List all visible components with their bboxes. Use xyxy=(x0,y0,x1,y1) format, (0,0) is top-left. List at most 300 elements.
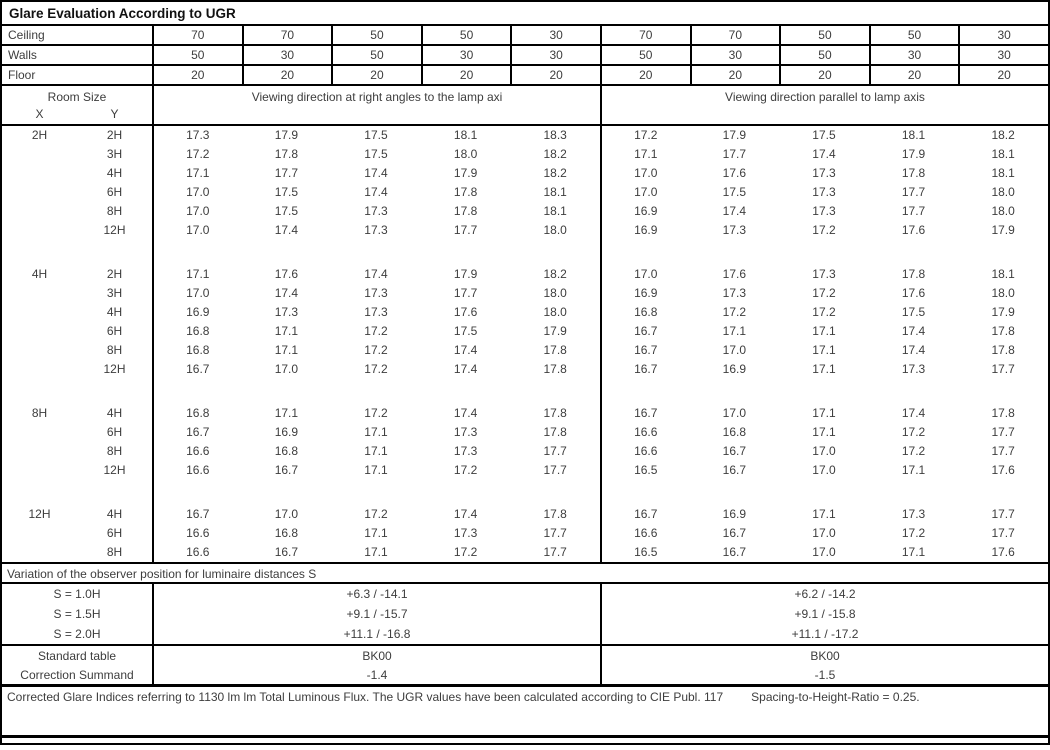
ugr-value: 16.5 xyxy=(600,543,690,562)
room-size-y: 4H xyxy=(106,507,123,521)
ugr-value xyxy=(600,379,690,404)
summary-row-left-value: -1.4 xyxy=(152,665,600,685)
ugr-value xyxy=(690,480,780,505)
room-size-y: 12H xyxy=(103,223,126,237)
surface-value: 50 xyxy=(331,26,421,44)
page-title: Glare Evaluation According to UGR xyxy=(2,2,1048,26)
surface-label: Ceiling xyxy=(8,28,45,42)
room-size-x: 12H xyxy=(28,507,51,521)
ugr-value: 17.4 xyxy=(901,406,926,420)
surface-value: 20 xyxy=(421,66,511,84)
x-column-label: X xyxy=(35,107,44,121)
ugr-value xyxy=(421,379,511,404)
ugr-value: 17.2 xyxy=(453,545,478,559)
ugr-value: 17.1 xyxy=(901,545,926,559)
footnote-text: Corrected Glare Indices referring to 1130 lm lm Total Luminous Flux. The UGR values have been calculated according to CIE Publ. 117 xyxy=(7,690,724,704)
ugr-value xyxy=(600,240,690,265)
ugr-value: 16.7 xyxy=(152,505,242,524)
ugr-value: 17.2 xyxy=(364,343,388,357)
ugr-value: 18.0 xyxy=(991,204,1015,218)
variation-row xyxy=(2,584,1048,604)
ugr-value xyxy=(600,480,690,505)
ugr-value: 16.6 xyxy=(600,524,690,543)
xy-labels xyxy=(2,106,152,122)
ugr-value: 17.0 xyxy=(600,164,690,183)
ugr-value: 17.7 xyxy=(543,545,567,559)
ugr-value: 18.1 xyxy=(991,267,1015,281)
ugr-value: 17.2 xyxy=(364,406,388,420)
ugr-value: 17.7 xyxy=(453,286,478,300)
ugr-value: 17.5 xyxy=(812,128,836,142)
ugr-values-grid xyxy=(2,126,1048,564)
room-size-y: 2H xyxy=(106,128,123,142)
ugr-value: 17.3 xyxy=(274,305,299,319)
ugr-value: 17.5 xyxy=(901,305,926,319)
summary-row-left-value: BK00 xyxy=(152,646,600,666)
surface-value: 20 xyxy=(958,66,1048,84)
ugr-value: 17.9 xyxy=(274,128,299,142)
ugr-value: 17.0 xyxy=(274,362,299,376)
ugr-value: 17.3 xyxy=(453,444,478,458)
ugr-value: 17.8 xyxy=(991,343,1015,357)
room-size-x: 2H xyxy=(31,128,48,142)
ugr-value: 17.5 xyxy=(453,324,478,338)
room-size-label: Room Size xyxy=(47,90,107,104)
room-size-x xyxy=(2,303,77,322)
ugr-value: 17.7 xyxy=(991,507,1015,521)
room-size-y: 3H xyxy=(106,286,123,300)
variation-row-right-value: +6.2 / -14.2 xyxy=(600,584,1048,604)
ugr-value: 17.4 xyxy=(812,147,836,161)
room-size-y: 4H xyxy=(106,305,123,319)
room-size-y: 8H xyxy=(106,444,123,458)
room-size-x xyxy=(2,240,77,265)
block-gap-row xyxy=(2,379,1048,404)
summary-row-label: Correction Summand xyxy=(20,668,134,682)
ugr-value: 17.7 xyxy=(543,444,567,458)
room-size-y: 8H xyxy=(106,343,123,357)
table-row xyxy=(2,303,1048,322)
ugr-value: 16.6 xyxy=(152,461,242,480)
surface-label: Walls xyxy=(8,48,37,62)
ugr-value: 17.3 xyxy=(901,362,926,376)
room-size-x xyxy=(2,221,77,240)
ugr-value: 18.0 xyxy=(543,223,567,237)
ugr-value xyxy=(242,480,332,505)
table-row xyxy=(2,284,1048,303)
ugr-value: 17.4 xyxy=(722,204,747,218)
surface-value: 30 xyxy=(958,46,1048,64)
ugr-value: 17.0 xyxy=(812,463,836,477)
table-row xyxy=(2,341,1048,360)
ugr-value xyxy=(690,379,780,404)
table-row xyxy=(2,442,1048,461)
variation-row-left-value: +9.1 / -15.7 xyxy=(152,604,600,624)
ugr-value: 16.6 xyxy=(152,524,242,543)
room-size-x xyxy=(2,379,77,404)
table-row xyxy=(2,360,1048,379)
variation-row xyxy=(2,604,1048,624)
ugr-value: 16.7 xyxy=(600,360,690,379)
ugr-value: 17.5 xyxy=(274,185,299,199)
surface-value: 30 xyxy=(510,26,600,44)
surface-value: 20 xyxy=(690,66,780,84)
ugr-value: 17.0 xyxy=(152,202,242,221)
variation-row-label: S = 1.0H xyxy=(53,587,101,601)
ugr-value: 17.2 xyxy=(901,425,926,439)
ugr-value: 17.0 xyxy=(812,444,836,458)
room-size-y xyxy=(77,480,152,505)
viewing-direction-right-angles-header: Viewing direction at right angles to the lamp axi xyxy=(152,86,600,124)
block-gap-row xyxy=(2,480,1048,505)
ugr-value xyxy=(331,480,421,505)
surface-value: 50 xyxy=(600,46,690,64)
ugr-value: 17.8 xyxy=(274,147,299,161)
ugr-value: 16.8 xyxy=(152,404,242,423)
ugr-value: 17.3 xyxy=(901,507,926,521)
ugr-value: 16.7 xyxy=(722,444,747,458)
summary-row-label: Standard table xyxy=(37,649,117,663)
ugr-value: 17.2 xyxy=(812,223,836,237)
surface-row xyxy=(2,66,1048,86)
room-size-x xyxy=(2,145,77,164)
ugr-value: 16.9 xyxy=(274,425,299,439)
surface-value: 30 xyxy=(958,26,1048,44)
surface-value: 20 xyxy=(331,66,421,84)
variation-row xyxy=(2,624,1048,644)
ugr-value: 16.7 xyxy=(600,341,690,360)
surface-value: 20 xyxy=(779,66,869,84)
room-size-y: 6H xyxy=(106,526,123,540)
room-size-x: 8H xyxy=(31,406,48,420)
ugr-value: 17.1 xyxy=(812,425,836,439)
ugr-value: 17.7 xyxy=(991,362,1015,376)
ugr-value: 17.3 xyxy=(364,286,388,300)
ugr-value: 16.7 xyxy=(600,322,690,341)
ugr-value: 17.2 xyxy=(364,362,388,376)
ugr-value: 17.6 xyxy=(991,463,1015,477)
ugr-value: 17.9 xyxy=(991,223,1015,237)
ugr-value xyxy=(242,379,332,404)
room-size-x xyxy=(2,480,77,505)
table-row xyxy=(2,524,1048,543)
ugr-value xyxy=(152,379,242,404)
surface-value: 50 xyxy=(779,26,869,44)
ugr-value: 17.8 xyxy=(991,324,1015,338)
standard-table-block xyxy=(2,646,1048,687)
ugr-value xyxy=(510,240,600,265)
ugr-value: 17.9 xyxy=(453,267,478,281)
ugr-value xyxy=(958,480,1048,505)
ugr-value: 17.4 xyxy=(901,343,926,357)
room-size-y: 2H xyxy=(106,267,123,281)
surface-value: 70 xyxy=(690,26,780,44)
ugr-value: 17.0 xyxy=(722,343,747,357)
room-size-x xyxy=(2,183,77,202)
surface-value: 20 xyxy=(152,66,242,84)
ugr-value: 17.1 xyxy=(364,444,388,458)
table-row xyxy=(2,221,1048,240)
ugr-value: 17.7 xyxy=(543,526,567,540)
ugr-value xyxy=(779,379,869,404)
ugr-value: 17.4 xyxy=(453,507,478,521)
ugr-value: 17.3 xyxy=(812,166,836,180)
surface-value: 50 xyxy=(152,46,242,64)
ugr-value: 18.0 xyxy=(453,147,478,161)
ugr-value: 17.1 xyxy=(722,324,747,338)
ugr-value: 16.9 xyxy=(722,362,747,376)
ugr-value: 18.2 xyxy=(543,166,567,180)
room-size-x xyxy=(2,360,77,379)
surface-value: 30 xyxy=(510,46,600,64)
ugr-value: 16.6 xyxy=(600,423,690,442)
ugr-value: 17.2 xyxy=(812,305,836,319)
ugr-value: 18.1 xyxy=(543,204,567,218)
ugr-value: 17.1 xyxy=(901,463,926,477)
summary-row-right-value: BK00 xyxy=(600,646,1048,666)
surface-value: 50 xyxy=(421,26,511,44)
ugr-value: 17.8 xyxy=(453,204,478,218)
table-row xyxy=(2,461,1048,480)
ugr-value: 17.6 xyxy=(991,545,1015,559)
ugr-value: 17.9 xyxy=(722,128,747,142)
ugr-value: 17.4 xyxy=(453,362,478,376)
ugr-value: 17.6 xyxy=(274,267,299,281)
ugr-value xyxy=(510,480,600,505)
ugr-value: 17.3 xyxy=(812,204,836,218)
ugr-value: 17.9 xyxy=(901,147,926,161)
variation-heading: Variation of the observer position for luminaire distances S xyxy=(2,564,1048,584)
ugr-value: 17.1 xyxy=(274,406,299,420)
ugr-value: 17.0 xyxy=(812,545,836,559)
ugr-value: 17.4 xyxy=(364,267,388,281)
surface-value: 70 xyxy=(600,26,690,44)
table-row xyxy=(2,265,1048,284)
table-row xyxy=(2,505,1048,524)
room-size-x xyxy=(2,524,77,543)
ugr-value: 17.1 xyxy=(812,507,836,521)
surface-row xyxy=(2,26,1048,46)
table-row xyxy=(2,423,1048,442)
ugr-value: 17.5 xyxy=(364,147,388,161)
ugr-value: 16.8 xyxy=(274,444,299,458)
ugr-value: 17.4 xyxy=(274,223,299,237)
ugr-value xyxy=(779,240,869,265)
ugr-value: 17.2 xyxy=(364,324,388,338)
variation-row-right-value: +9.1 / -15.8 xyxy=(600,604,1048,624)
ugr-value: 17.8 xyxy=(543,425,567,439)
surface-value: 50 xyxy=(331,46,421,64)
ugr-value: 16.7 xyxy=(722,526,747,540)
ugr-value: 16.7 xyxy=(152,360,242,379)
room-size-x xyxy=(2,423,77,442)
ugr-value: 18.2 xyxy=(543,267,567,281)
ugr-value: 17.7 xyxy=(991,526,1015,540)
ugr-value: 17.7 xyxy=(453,223,478,237)
ugr-value: 17.4 xyxy=(901,324,926,338)
room-size-y: 6H xyxy=(106,425,123,439)
ugr-value: 18.2 xyxy=(991,128,1015,142)
room-size-y: 6H xyxy=(106,324,123,338)
ugr-value: 16.9 xyxy=(600,221,690,240)
ugr-value: 18.0 xyxy=(991,185,1015,199)
room-size-x: 4H xyxy=(31,267,48,281)
room-size-y xyxy=(77,240,152,265)
room-size-y: 4H xyxy=(106,166,123,180)
ugr-value: 17.8 xyxy=(543,406,567,420)
surface-value: 20 xyxy=(869,66,959,84)
ugr-value xyxy=(869,379,959,404)
ugr-value: 18.0 xyxy=(991,286,1015,300)
room-size-y xyxy=(77,379,152,404)
room-size-x xyxy=(2,322,77,341)
surface-value: 50 xyxy=(779,46,869,64)
ugr-value: 17.0 xyxy=(600,183,690,202)
room-size-x xyxy=(2,543,77,562)
ugr-value: 17.1 xyxy=(812,406,836,420)
ugr-value: 17.8 xyxy=(543,343,567,357)
room-size-y: 12H xyxy=(103,362,126,376)
surface-row xyxy=(2,46,1048,66)
room-size-x xyxy=(2,461,77,480)
surface-value: 30 xyxy=(421,46,511,64)
ugr-value: 17.3 xyxy=(812,185,836,199)
ugr-value: 16.8 xyxy=(722,425,747,439)
ugr-value: 16.9 xyxy=(600,284,690,303)
ugr-value xyxy=(421,480,511,505)
ugr-value: 18.1 xyxy=(991,166,1015,180)
viewing-direction-parallel-header: Viewing direction parallel to lamp axis xyxy=(600,86,1048,124)
footnote-ratio: Spacing-to-Height-Ratio = 0.25. xyxy=(751,690,920,704)
ugr-value: 17.6 xyxy=(901,223,926,237)
ugr-value: 17.1 xyxy=(364,425,388,439)
ugr-value: 17.7 xyxy=(543,463,567,477)
ugr-value: 17.7 xyxy=(991,425,1015,439)
room-size-x xyxy=(2,284,77,303)
ugr-value xyxy=(869,240,959,265)
room-size-y: 6H xyxy=(106,185,123,199)
table-row xyxy=(2,322,1048,341)
ugr-value: 16.8 xyxy=(600,303,690,322)
ugr-value: 16.7 xyxy=(600,505,690,524)
ugr-value: 17.6 xyxy=(722,166,747,180)
ugr-value: 17.1 xyxy=(364,463,388,477)
room-size-y: 12H xyxy=(103,463,126,477)
ugr-value: 18.1 xyxy=(901,128,926,142)
ugr-value: 17.7 xyxy=(901,204,926,218)
ugr-value xyxy=(510,379,600,404)
ugr-value: 17.0 xyxy=(722,406,747,420)
ugr-value: 18.0 xyxy=(543,286,567,300)
ugr-value: 17.8 xyxy=(901,267,926,281)
ugr-value: 17.7 xyxy=(722,147,747,161)
ugr-value: 17.3 xyxy=(453,425,478,439)
ugr-value: 17.8 xyxy=(901,166,926,180)
summary-row xyxy=(2,646,1048,665)
block-gap-row xyxy=(2,240,1048,265)
ugr-value: 18.3 xyxy=(543,128,567,142)
room-size-y: 4H xyxy=(106,406,123,420)
ugr-value: 17.5 xyxy=(722,185,747,199)
ugr-value: 17.2 xyxy=(453,463,478,477)
ugr-value: 17.2 xyxy=(152,145,242,164)
ugr-value: 16.7 xyxy=(274,463,299,477)
ugr-value: 17.2 xyxy=(600,126,690,145)
ugr-value: 18.0 xyxy=(543,305,567,319)
ugr-value: 17.7 xyxy=(274,166,299,180)
variation-row-label: S = 1.5H xyxy=(53,607,101,621)
ugr-value: 17.1 xyxy=(812,324,836,338)
ugr-value: 16.8 xyxy=(152,341,242,360)
table-header xyxy=(2,86,1048,126)
ugr-value: 17.3 xyxy=(812,267,836,281)
ugr-value: 17.5 xyxy=(274,204,299,218)
ugr-value: 17.1 xyxy=(274,324,299,338)
ugr-value: 17.3 xyxy=(364,305,388,319)
table-row xyxy=(2,164,1048,183)
ugr-value: 17.3 xyxy=(722,223,747,237)
ugr-value: 18.1 xyxy=(453,128,478,142)
footnote xyxy=(2,687,1048,738)
ugr-value: 17.8 xyxy=(543,362,567,376)
variation-row-label: S = 2.0H xyxy=(53,627,101,641)
ugr-value xyxy=(242,240,332,265)
table-row xyxy=(2,202,1048,221)
ugr-value: 17.1 xyxy=(152,265,242,284)
variation-row-left-value: +6.3 / -14.1 xyxy=(152,584,600,604)
ugr-value: 17.4 xyxy=(453,343,478,357)
ugr-value: 17.4 xyxy=(364,166,388,180)
ugr-value: 17.9 xyxy=(991,305,1015,319)
table-row xyxy=(2,543,1048,562)
ugr-value xyxy=(690,240,780,265)
ugr-value: 16.8 xyxy=(152,322,242,341)
ugr-value: 18.1 xyxy=(543,185,567,199)
ugr-value: 17.3 xyxy=(364,223,388,237)
room-size-x xyxy=(2,341,77,360)
ugr-value: 17.5 xyxy=(364,128,388,142)
room-size-header xyxy=(2,86,152,124)
ugr-value: 17.1 xyxy=(152,164,242,183)
ugr-value: 17.0 xyxy=(152,183,242,202)
ugr-value: 17.1 xyxy=(364,545,388,559)
room-size-y: 8H xyxy=(106,204,123,218)
room-size-x xyxy=(2,164,77,183)
ugr-value: 17.7 xyxy=(901,185,926,199)
surface-value: 70 xyxy=(242,26,332,44)
surface-value: 30 xyxy=(242,46,332,64)
room-size-x xyxy=(2,442,77,461)
ugr-value: 17.3 xyxy=(152,126,242,145)
ugr-value: 17.1 xyxy=(364,526,388,540)
ugr-value xyxy=(779,480,869,505)
variation-row-right-value: +11.1 / -17.2 xyxy=(600,624,1048,644)
ugr-value xyxy=(152,240,242,265)
ugr-value: 16.6 xyxy=(152,442,242,461)
ugr-value: 17.0 xyxy=(274,507,299,521)
ugr-value: 16.7 xyxy=(152,423,242,442)
variation-row-left-value: +11.1 / -16.8 xyxy=(152,624,600,644)
table-row xyxy=(2,183,1048,202)
ugr-value: 17.2 xyxy=(364,507,388,521)
ugr-value: 17.0 xyxy=(600,265,690,284)
surface-label: Floor xyxy=(8,68,36,82)
ugr-value: 16.8 xyxy=(274,526,299,540)
ugr-value: 17.3 xyxy=(453,526,478,540)
ugr-value xyxy=(152,480,242,505)
ugr-value: 17.9 xyxy=(543,324,567,338)
room-size-x xyxy=(2,202,77,221)
